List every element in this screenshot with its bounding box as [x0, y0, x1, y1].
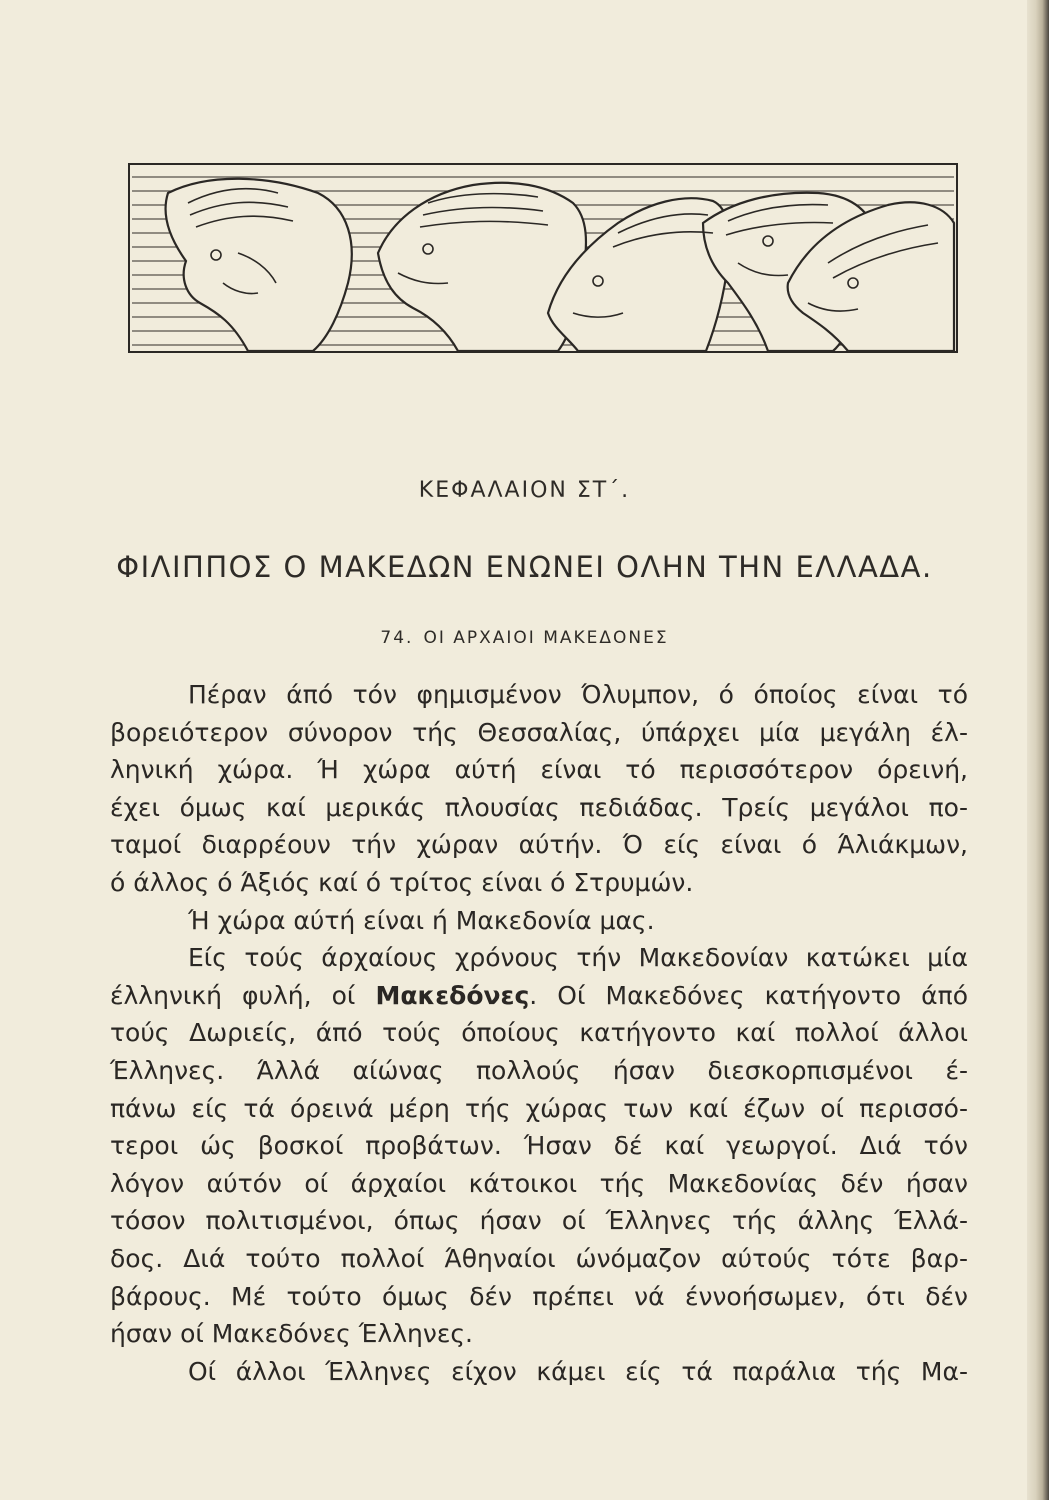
text-line: τόσον πολιτισμένοι, όπως ήσαν οί Έλληνες τής άλλης Έλλά-: [110, 1206, 968, 1236]
text-fragment: . Οί Μακεδόνες κατήγοντο άπό: [529, 980, 968, 1010]
text-line: Έλληνες. Άλλά αίώνας πολλούς ήσαν διεσκορπισμένοι έ-: [110, 1055, 968, 1085]
chapter-label: ΚΕΦΑΛΑΙΟΝ ΣΤ΄.: [418, 478, 631, 503]
text-fragment: έλληνική φυλή, οί: [110, 980, 356, 1010]
text-line: [110, 977, 968, 1015]
text-line: βάρους. Μέ τούτο όμως δέν πρέπει νά έννοήσωμεν, ότι δέν: [110, 1281, 968, 1311]
text-line: Είς τούς άρχαίους χρόνους τήν Μακεδονίαν κατώκει μία: [188, 943, 968, 973]
text-line: ήσαν οί Μακεδόνες Έλληνες.: [110, 1319, 473, 1349]
emphasized-term: Μακεδόνες: [375, 980, 530, 1010]
text-line: ό άλλος ό Άξιός καί ό τρίτος είναι ό Στρυμών.: [110, 867, 694, 897]
text-line: έχει όμως καί μερικάς πλουσίας πεδιάδας. Τρείς μεγάλοι πο-: [110, 792, 968, 822]
text-line: Πέραν άπό τόν φημισμένον Όλυμπον, ό όποίος είναι τό: [188, 680, 968, 709]
text-line: δος. Διά τούτο πολλοί Άθηναίοι ώνόμαζον αύτούς τότε βαρ-: [110, 1243, 968, 1273]
page-edge-shadow: [1027, 0, 1049, 1500]
text-line: πάνω είς τά όρεινά μέρη τής χώρας των καί έζων οί περισσό-: [110, 1093, 968, 1123]
horse-heads-frieze-icon: [128, 163, 958, 353]
text-line: Ή χώρα αύτή είναι ή Μακεδονία μας.: [188, 905, 655, 935]
text-line: Οί άλλοι Έλληνες είχον κάμει είς τά παράλια τής Μα-: [188, 1356, 968, 1386]
text-line: ταμοί διαρρέουν τήν χώραν αύτήν. Ό είς είναι ό Άλιάκμων,: [110, 830, 968, 860]
text-line: ληνική χώρα. Ή χώρα αύτή είναι τό περισσότερον όρεινή,: [110, 755, 968, 785]
section-heading: [0, 628, 1049, 648]
chapter-title: ΦΙΛΙΠΠΟΣ Ο ΜΑΚΕΔΩΝ ΕΝΩΝΕΙ ΟΛΗΝ ΤΗΝ ΕΛΛΑΔΑ.: [116, 550, 933, 584]
section-title: ΟΙ ΑΡΧΑΙΟΙ ΜΑΚΕΔΟΝΕΣ: [423, 628, 669, 648]
body-text: [110, 676, 968, 1390]
text-line: τεροι ώς βοσκοί προβάτων. Ήσαν δέ καί γεωργοί. Διά τόν: [110, 1131, 968, 1161]
section-number: 74.: [380, 628, 414, 648]
text-line: βορειότερον σύνορον τής Θεσσαλίας, ύπάρχει μία μεγάλη έλ-: [110, 717, 968, 747]
text-line: λόγον αύτόν οί άρχαίοι κάτοικοι τής Μακεδονίας δέν ήσαν: [110, 1168, 968, 1198]
text-line: τούς Δωριείς, άπό τούς όποίους κατήγοντο καί πολλοί άλλοι: [110, 1018, 968, 1048]
